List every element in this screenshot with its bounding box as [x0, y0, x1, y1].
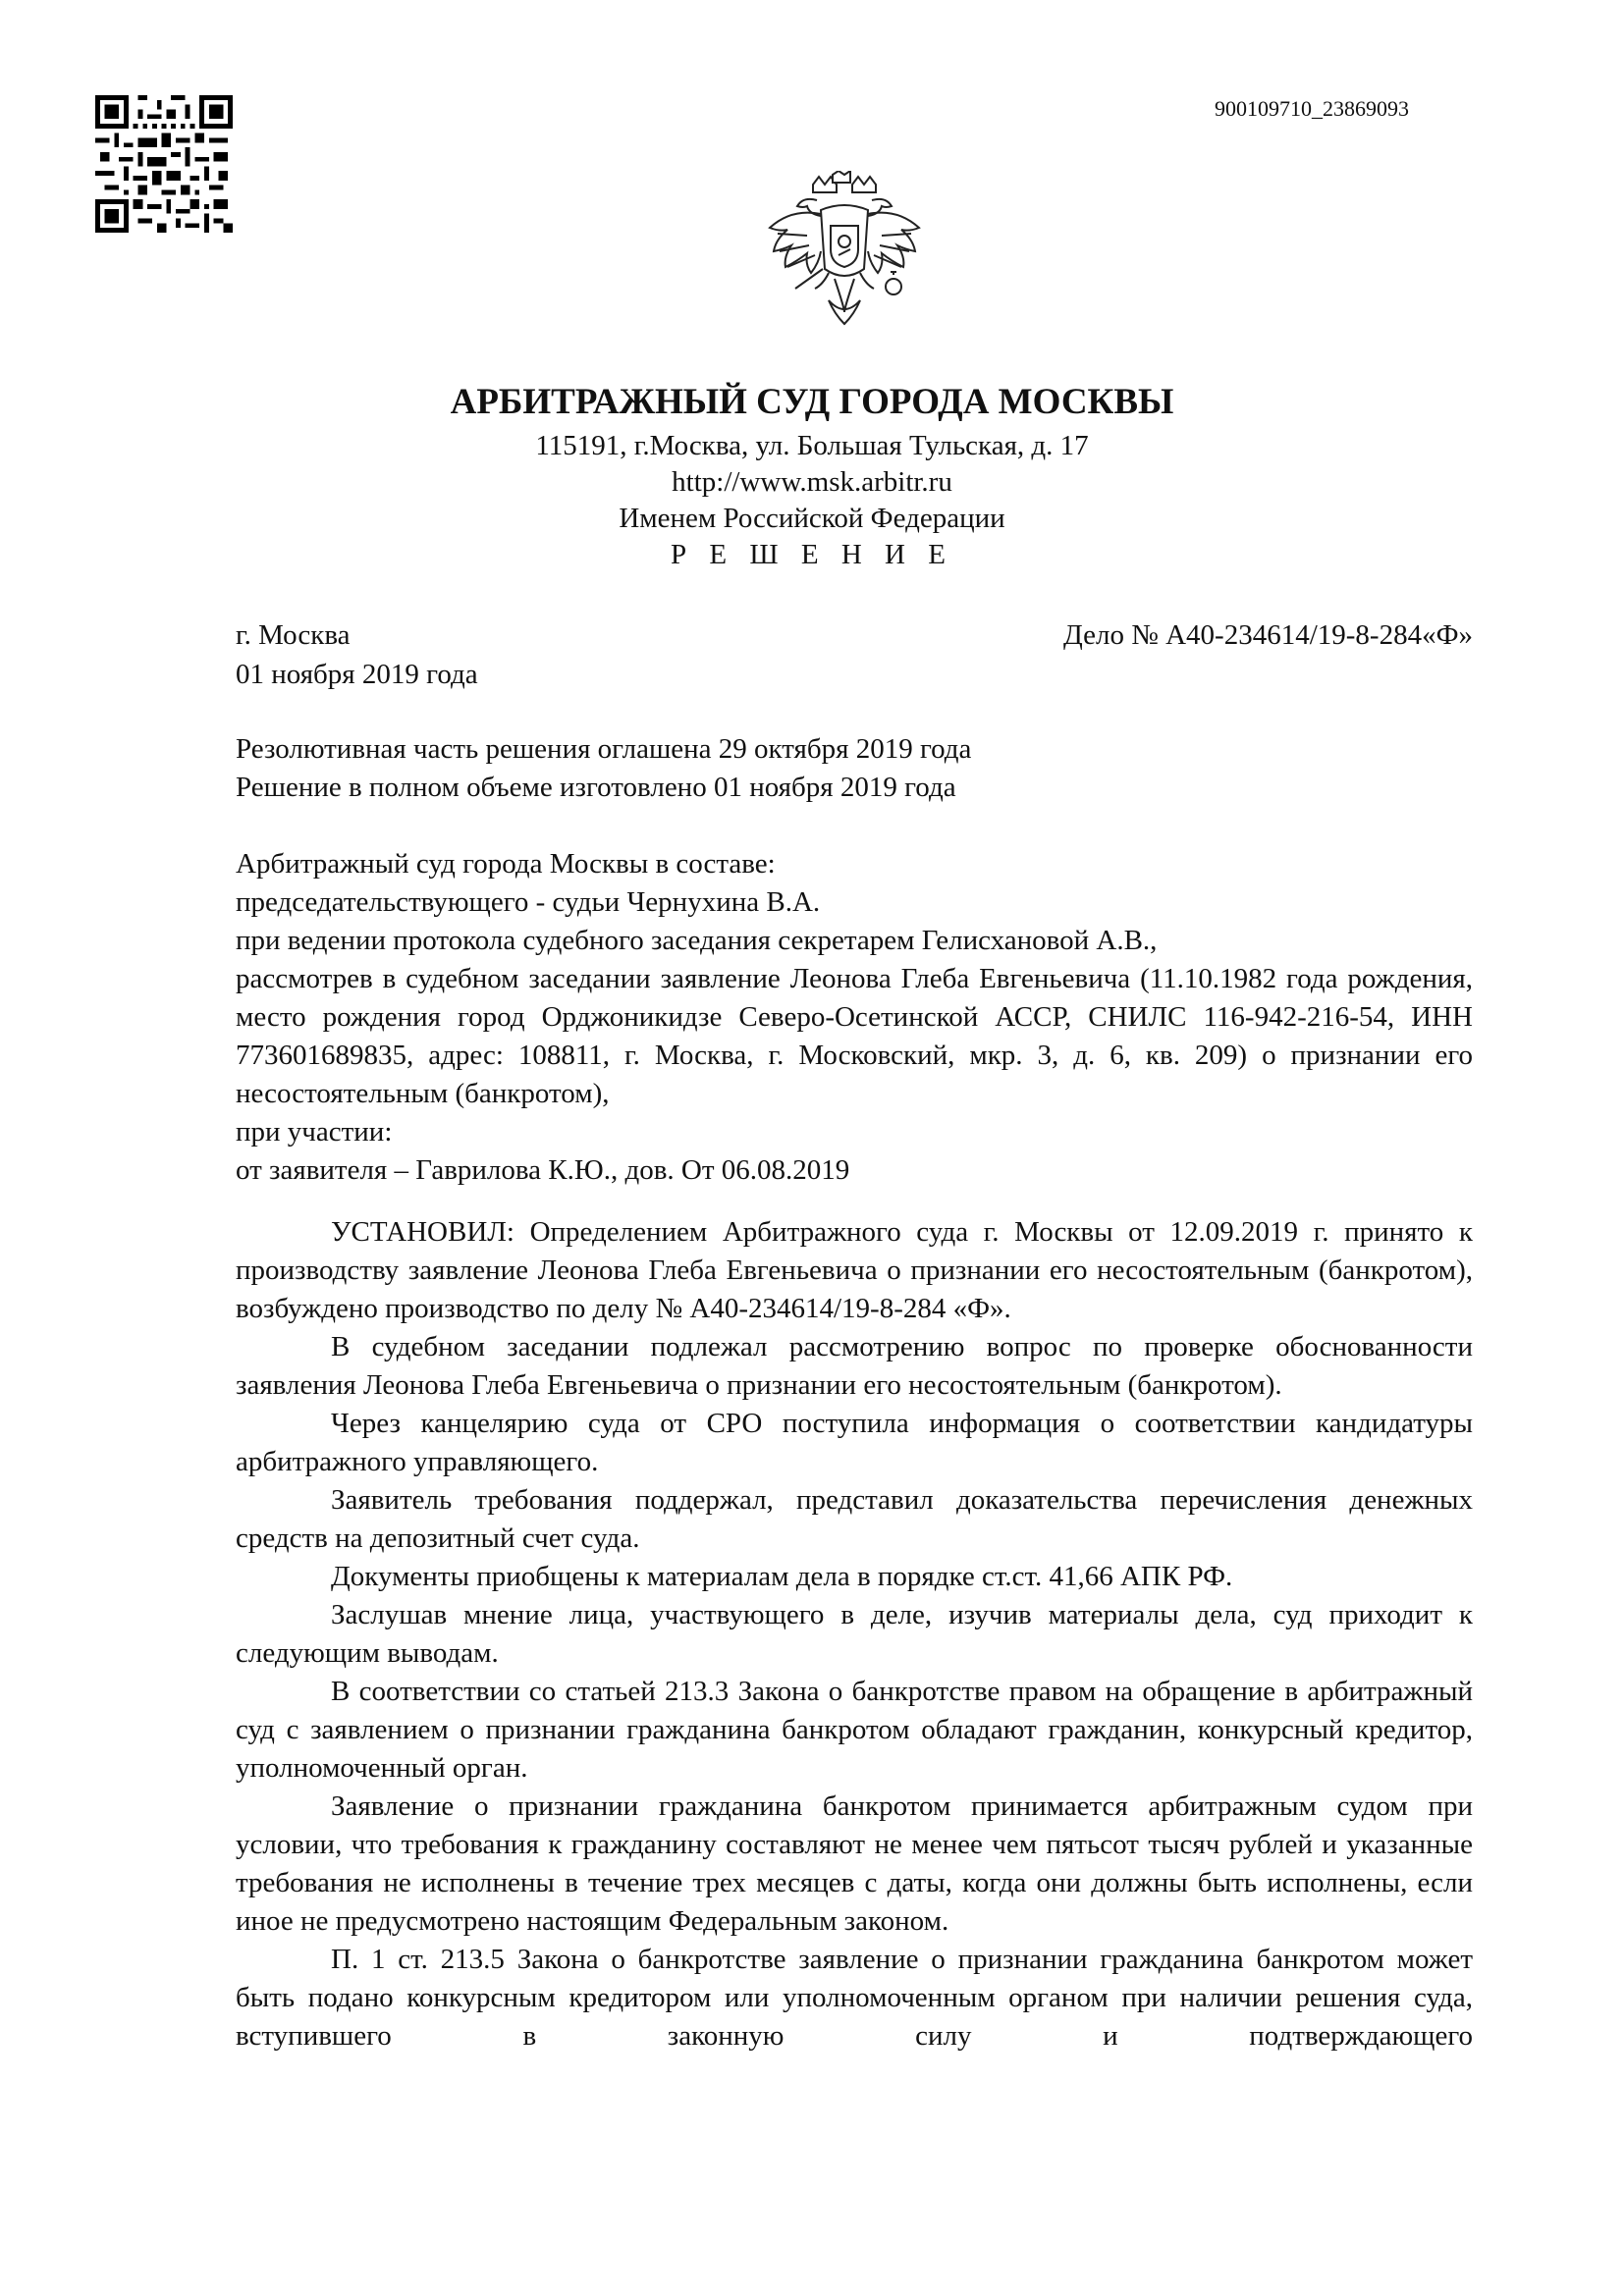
body-paragraph: УСТАНОВИЛ: Определением Арбитражного суда г. Москвы от 12.09.2019 г. принято к производству заявление Леонова Глеба Евгеньевича о признании его несостоятельным (банкротом), возбуждено производство по делу № А40-234614/19-8-284 «Ф». [236, 1216, 1473, 1324]
composition-line: при участии: [236, 1116, 393, 1148]
body-paragraph: Документы приобщены к материалам дела в порядке ст.ст. 41,66 АПК РФ. [331, 1561, 1233, 1592]
city: г. Москва [236, 619, 351, 651]
body-paragraph: В судебном заседании подлежал рассмотрению вопрос по проверке обоснованности заявления Леонова Глеба Евгеньевича о признании его несостоятельным (банкротом). [236, 1331, 1473, 1401]
court-address: 115191, г.Москва, ул. Большая Тульская, д. 17 [535, 430, 1089, 461]
full-decision-date: Решение в полном объеме изготовлено 01 ноября 2019 года [236, 772, 956, 803]
composition-line: Арбитражный суд города Москвы в составе: [236, 848, 776, 880]
court-header [0, 377, 1624, 573]
composition-line: председательствующего - судьи Чернухина В.А. [236, 886, 821, 918]
decision-title: Р Е Ш Е Н И Е [671, 539, 953, 570]
body-paragraph: Заслушав мнение лица, участвующего в деле, изучив материалы дела, суд приходит к следующим выводам. [236, 1599, 1473, 1669]
decision-meta [236, 615, 1473, 694]
coat-of-arms-emblem [756, 171, 933, 347]
qr-code [95, 95, 233, 233]
body-paragraph: В соответствии со статьей 213.3 Закона о банкротстве правом на обращение в арбитражный суд с заявлением о признании гражданина банкротом обладают гражданин, конкурсный кредитор, уполномоченный орган. [236, 1676, 1473, 1784]
composition-line: рассмотрев в судебном заседании заявление Леонова Глеба Евгеньевича (11.10.1982 года рождения, место рождения город Орджоникидзе Северо-Осетинской АССР, СНИЛС 116-942-216-54, ИНН 773601689835, адрес: 108811, г. Москва, г. Московский, мкр. 3, д. 6, кв. 209) о признании его несостоятельным (банкротом), [236, 963, 1473, 1109]
case-number: Дело № А40-234614/19-8-284«Ф» [1062, 619, 1473, 651]
in-the-name-of: Именем Российской Федерации [619, 503, 1005, 534]
decision-date: 01 ноября 2019 года [236, 659, 478, 690]
court-name: АРБИТРАЖНЫЙ СУД ГОРОДА МОСКВЫ [450, 382, 1174, 422]
court-website: http://www.msk.arbitr.ru [672, 466, 952, 498]
composition-line: при ведении протокола судебного заседания секретарем Гелисхановой А.В., [236, 925, 1158, 956]
decision-body [236, 1213, 1473, 2056]
operative-part-date: Резолютивная часть решения оглашена 29 октября 2019 года [236, 733, 972, 765]
body-paragraph: Через канцелярию суда от СРО поступила информация о соответствии кандидатуры арбитражного управляющего. [236, 1408, 1473, 1477]
body-paragraph: Заявление о признании гражданина банкротом принимается арбитражным судом при условии, что требования к гражданину составляют не менее чем пятьсот тысяч рублей и указанные требования не исполнены в течение трех месяцев с даты, когда они должны быть исполнены, если иное не предусмотрено настоящим Федеральным законом. [236, 1790, 1473, 1937]
body-paragraph: Заявитель требования поддержал, представил доказательства перечисления денежных средств на депозитный счет суда. [236, 1484, 1473, 1554]
document-id: 900109710_23869093 [1215, 96, 1409, 121]
composition-line: от заявителя – Гаврилова К.Ю., дов. От 06.08.2019 [236, 1154, 850, 1186]
decision-dates [236, 730, 1473, 807]
court-composition [236, 845, 1473, 1190]
body-paragraph: П. 1 ст. 213.5 Закона о банкротстве заявление о признании гражданина банкротом может быть подано конкурсным кредитором или уполномоченным органом при наличии решения суда, вступившего в законную силу и подтверждающего [236, 1944, 1473, 2052]
